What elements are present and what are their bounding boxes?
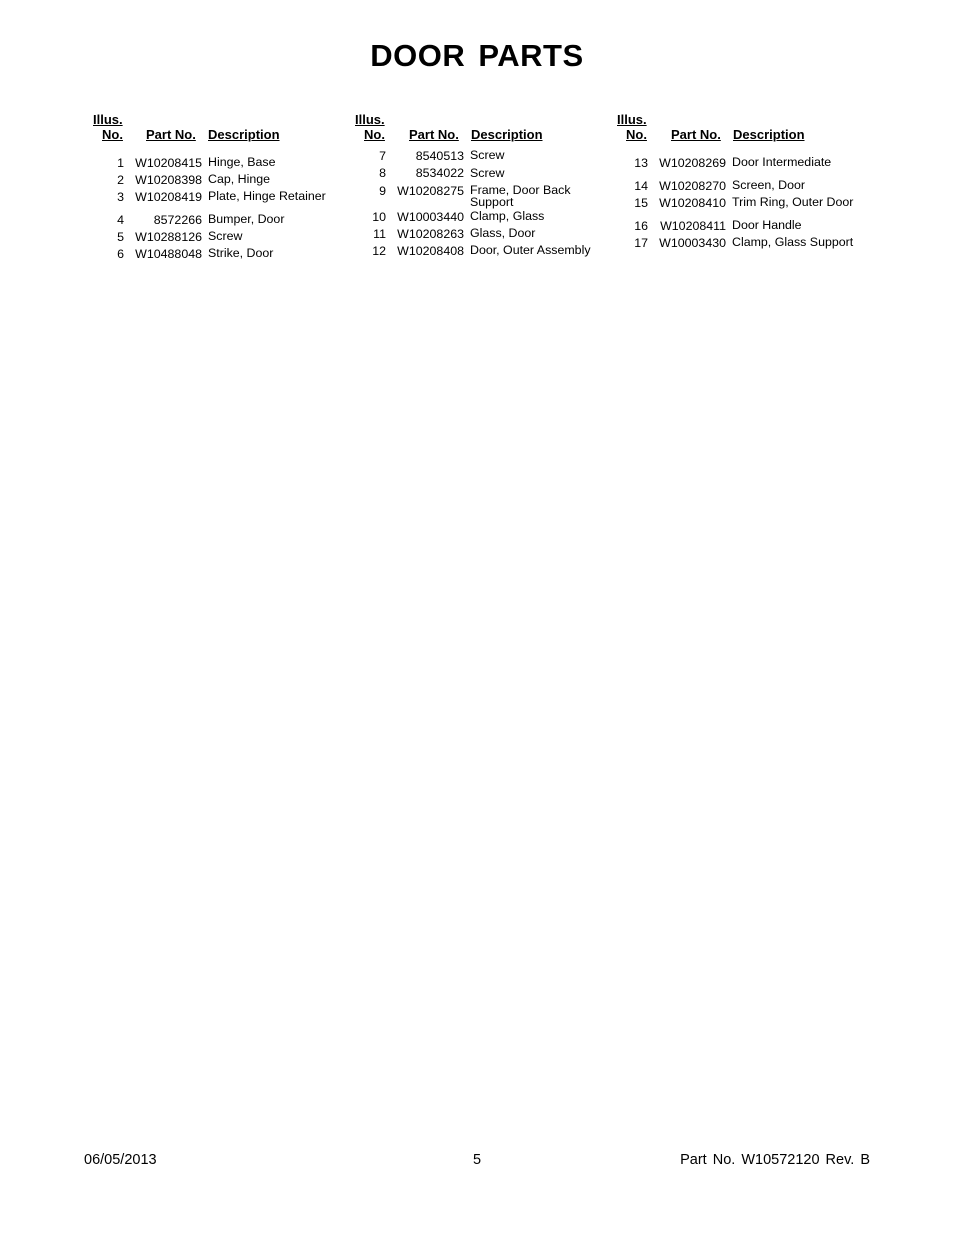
illus-no: 6 [117,247,124,261]
illus-no: 4 [117,213,124,227]
part-description: Screw [208,229,243,243]
column-header [352,110,548,144]
illus-no: 13 [634,156,648,170]
page-title: DOOR PARTS [370,38,584,73]
part-no: 8534022 [415,166,464,180]
illus-no: 16 [634,219,648,233]
illus-no: 17 [634,236,648,250]
parts-column-2 [352,110,591,258]
illus-no: 2 [117,173,124,187]
part-description: Clamp, Glass Support [732,235,854,249]
part-description: Door, Outer Assembly [470,243,591,257]
part-no: W10003430 [659,236,726,250]
illus-no: 15 [634,196,648,210]
illus-no: 1 [117,156,124,170]
illus-header-line2: No. [626,127,647,142]
parts-column-3 [614,110,854,250]
illus-no: 8 [379,166,386,180]
part-no: W10208263 [397,227,464,241]
illus-no: 9 [379,184,386,198]
illus-no: 10 [372,210,386,224]
part-no: W10208398 [135,173,202,187]
part-description: Door Handle [732,218,802,232]
part-description: Trim Ring, Outer Door [732,195,854,209]
illus-no: 3 [117,190,124,204]
part-no: W10003440 [397,210,464,224]
part-description: Cap, Hinge [208,172,270,186]
part-description: Screen, Door [732,178,806,192]
part-no: 8540513 [415,149,464,163]
part-description: Frame, Door Back [470,183,571,197]
illus-no: 5 [117,230,124,244]
part-no-header: Part No. [671,127,721,142]
part-description: Hinge, Base [208,155,276,169]
part-no: W10208411 [660,219,726,233]
part-description: Screw [470,148,505,162]
part-no: W10208419 [135,190,202,204]
part-description: Screw [470,166,505,180]
illus-no: 14 [634,179,648,193]
part-no: W10208269 [659,156,726,170]
part-description: Bumper, Door [208,212,285,226]
illus-header-line2: No. [102,127,123,142]
footer-page-number: 5 [472,1152,482,1168]
footer-part-number: Part No. W10572120 Rev. B [680,1152,870,1168]
part-description: Glass, Door [470,226,536,240]
part-no-header: Part No. [409,127,459,142]
part-no: W10208415 [135,156,202,170]
illus-header-line2: No. [364,127,385,142]
part-description: Strike, Door [208,246,274,260]
part-no: W10488048 [135,247,202,261]
column-header [614,110,810,144]
part-no: W10208410 [659,196,726,210]
parts-column-1 [90,110,326,261]
part-no-header: Part No. [146,127,196,142]
part-no: W10208275 [397,184,464,198]
description-header: Description [471,127,543,142]
part-no: W10288126 [135,230,202,244]
part-description-line2: Support [470,195,514,209]
column-header [90,110,286,144]
part-no: 8572266 [153,213,202,227]
part-no: W10208270 [659,179,726,193]
illus-header-line1: Illus. [355,112,385,127]
part-description: Door Intermediate [732,155,832,169]
part-description: Plate, Hinge Retainer [208,189,326,203]
illus-no: 12 [372,244,386,258]
part-no: W10208408 [397,244,464,258]
illus-header-line1: Illus. [93,112,123,127]
illus-header-line1: Illus. [617,112,647,127]
illus-no: 7 [379,149,386,163]
part-description: Clamp, Glass [470,209,545,223]
description-header: Description [208,127,280,142]
description-header: Description [733,127,805,142]
footer-date: 06/05/2013 [84,1152,157,1168]
illus-no: 11 [373,227,386,241]
